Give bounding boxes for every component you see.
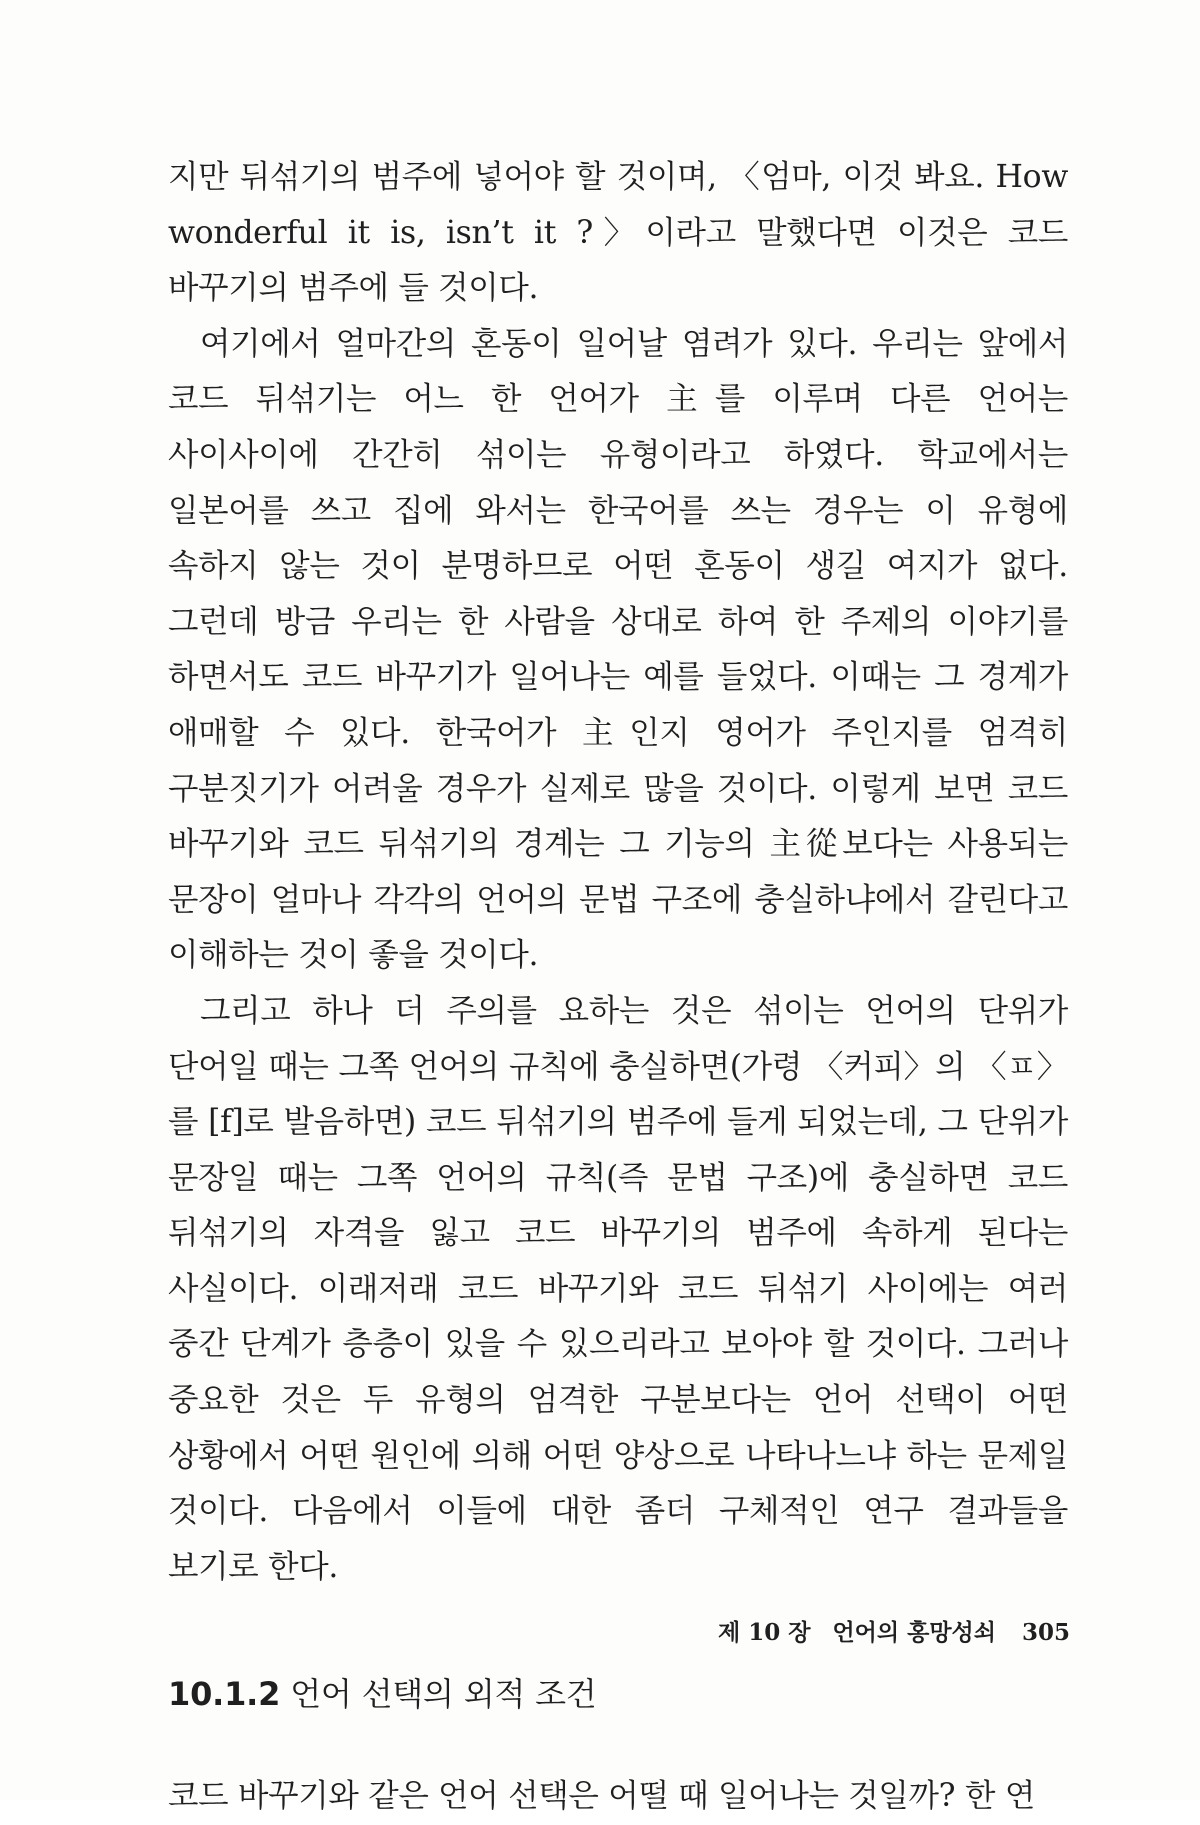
body-text bbox=[168, 150, 1068, 1825]
paragraph-3: 그리고 하나 더 주의를 요하는 것은 섞이는 언어의 단위가 단어일 때는 그쪽 언어의 규칙에 충실하면(가령 〈커피〉의 〈ㅍ〉를 [f]로 발음하면) 코드 뒤섞기의 범주에 들게 되었는데, 그 단위가 문장일 때는 그쪽 언어의 규칙(즉 문법 구조)에 충실하면 코드 뒤섞기의 자격을 잃고 코드 바꾸기의 범주에 속하게 된다는 사실이다. 이래저래 코드 바꾸기와 코드 뒤섞기 사이에는 여러 중간 단계가 층층이 있을 수 있으리라고 보아야 할 것이다. 그러나 중요한 것은 두 유형의 엄격한 구분보다는 언어 선택이 어떤 상황에서 어떤 원인에 의해 어떤 양상으로 나타나느냐 하는 문제일 것이다. 다음에서 이들에 대한 좀더 구체적인 연구 결과들을 보기로 한다. bbox=[168, 992, 1068, 1585]
section-title: 언어 선택의 외적 조건 bbox=[290, 1675, 597, 1714]
paragraph-after-heading: 코드 바꾸기와 같은 언어 선택은 어떨 때 일어나는 것일까? 한 연 bbox=[168, 1778, 1035, 1815]
paragraph-1: 지만 뒤섞기의 범주에 넣어야 할 것이며, 〈엄마, 이것 봐요. How wonderful it is, isn’t it ?〉이라고 말했다면 이것은 코드 바꾸기의 범주에 들 것이다. bbox=[168, 159, 1068, 307]
paragraph-2: 여기에서 얼마간의 혼동이 일어날 염려가 있다. 우리는 앞에서 코드 뒤섞기는 어느 한 언어가 主를 이루며 다른 언어는 사이사이에 간간히 섞이는 유형이라고 하였다. 학교에서는 일본어를 쓰고 집에 와서는 한국어를 쓰는 경우는 이 유형에 속하지 않는 것이 분명하므로 어떤 혼동이 생길 여지가 없다. 그런데 방금 우리는 한 사람을 상대로 하여 한 주제의 이야기를 하면서도 코드 바꾸기가 일어나는 예를 들었다. 이때는 그 경계가 애매할 수 있다. 한국어가 主인지 영어가 주인지를 엄격히 구분짓기가 어려울 경우가 실제로 많을 것이다. 이렇게 보면 코드 바꾸기와 코드 뒤섞기의 경계는 그 기능의 主從보다는 사용되는 문장이 얼마나 각각의 언어의 문법 구조에 충실하냐에서 갈린다고 이해하는 것이 좋을 것이다. bbox=[168, 325, 1068, 974]
footer-chapter: 제 10 장 bbox=[717, 1619, 811, 1646]
page-number: 305 bbox=[1021, 1619, 1070, 1646]
section-heading bbox=[168, 1659, 1068, 1729]
section-number: 10.1.2 bbox=[168, 1675, 281, 1714]
running-footer bbox=[600, 1613, 1070, 1653]
footer-title: 언어의 홍망성쇠 bbox=[832, 1619, 996, 1646]
